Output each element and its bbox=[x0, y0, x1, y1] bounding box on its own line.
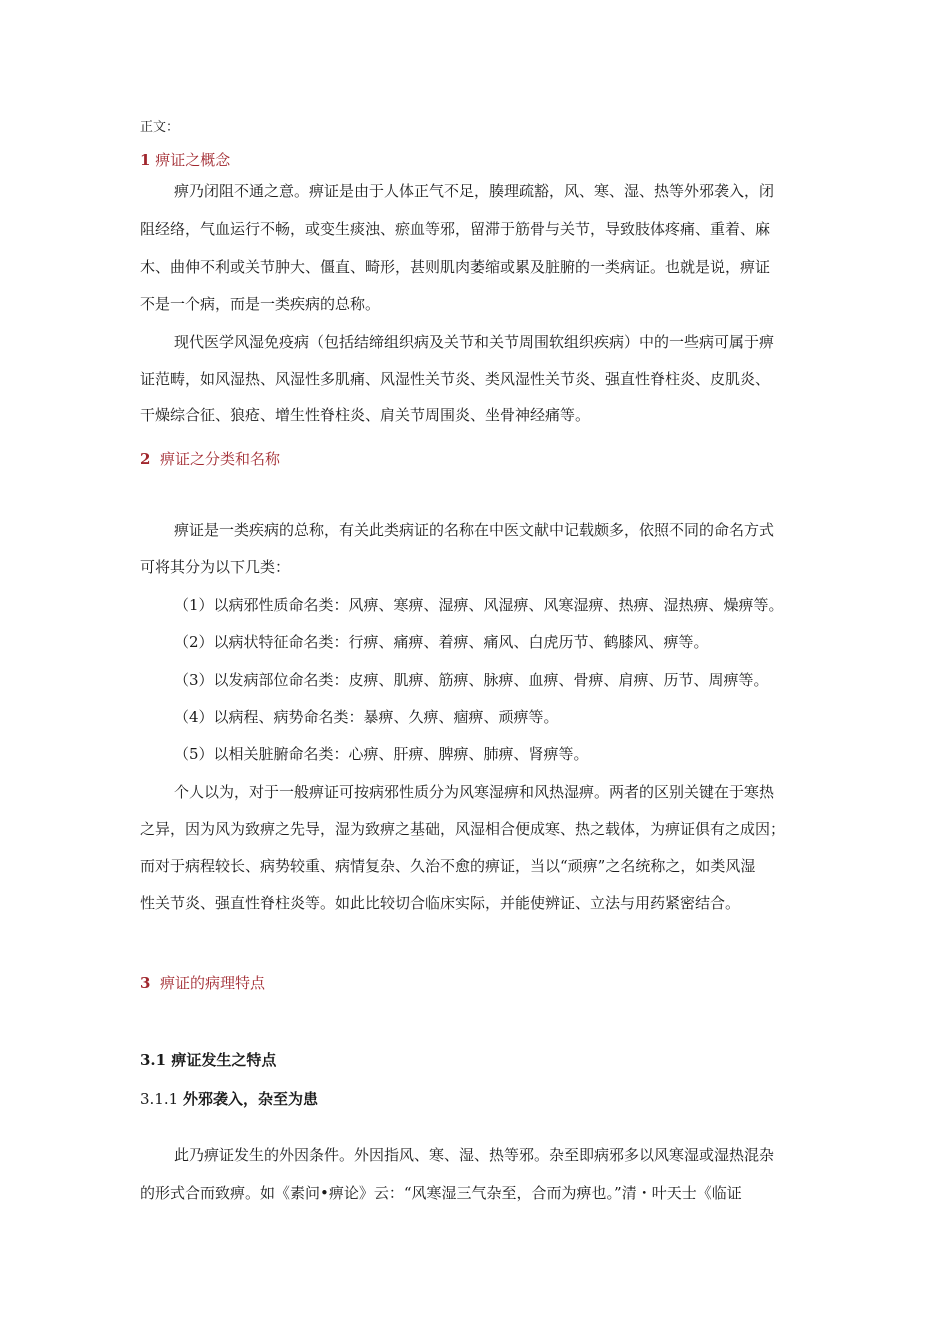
paragraph-line: 痹证是一类疾病的总称，有关此类病证的名称在中医文献中记载颇多，依照不同的命名方式 bbox=[174, 521, 775, 539]
subsection-number: 3.1 bbox=[140, 1051, 167, 1069]
subsection-title: 外邪袭入，杂至为患 bbox=[182, 1090, 318, 1108]
body-label: 正文： bbox=[140, 120, 180, 135]
paragraph-line: 性关节炎、强直性脊柱炎等。如此比较切合临床实际，并能使辨证、立法与用药紧密结合。 bbox=[140, 894, 741, 912]
paragraph-line: 干燥综合征、狼疮、增生性脊柱炎、肩关节周围炎、坐骨神经痛等。 bbox=[140, 406, 591, 424]
section-title: 痹证之概念 bbox=[155, 151, 231, 169]
section-title: 痹证的病理特点 bbox=[159, 974, 265, 992]
section-1-heading bbox=[140, 150, 820, 170]
paragraph-line: 证范畴，如风湿热、风湿性多肌痛、风湿性关节炎、类风湿性关节炎、强直性脊柱炎、皮肌炎、 bbox=[140, 370, 771, 388]
list-item: （3）以发病部位命名类：皮痹、肌痹、筋痹、脉痹、血痹、骨痹、肩痹、历节、周痹等。 bbox=[174, 671, 769, 689]
paragraph-line: 木、曲伸不利或关节肿大、僵直、畸形，甚则肌肉萎缩或累及脏腑的一类病证。也就是说，痹证 bbox=[140, 258, 771, 276]
section-number: 2 bbox=[140, 450, 151, 468]
list-item: （2）以病状特征命名类：行痹、痛痹、着痹、痛风、白虎历节、鹤膝风、痹等。 bbox=[174, 633, 709, 651]
paragraph-line: 现代医学风湿免疫病（包括结缔组织病及关节和关节周围软组织疾病）中的一些病可属于痹 bbox=[174, 333, 775, 351]
paragraph-line: 的形式合而致痹。如《素问•痹论》云：“风寒湿三气杂至，合而为痹也。”清・叶天士《临证 bbox=[140, 1184, 742, 1202]
section-title: 痹证之分类和名称 bbox=[159, 450, 280, 468]
paragraph-line: 此乃痹证发生的外因条件。外因指风、寒、湿、热等邪。杂至即病邪多以风寒湿或湿热混杂 bbox=[174, 1146, 775, 1164]
paragraph-line: 阻经络，气血运行不畅，或变生痰浊、瘀血等邪，留滞于筋骨与关节，导致肢体疼痛、重着、麻 bbox=[140, 220, 771, 238]
paragraph-line: 可将其分为以下几类： bbox=[140, 558, 291, 576]
subsection-3-1-heading bbox=[140, 1050, 820, 1070]
section-2-heading bbox=[140, 449, 820, 469]
list-item: （4）以病程、病势命名类：暴痹、久痹、痼痹、顽痹等。 bbox=[174, 708, 559, 726]
paragraph-line: 个人以为，对于一般痹证可按病邪性质分为风寒湿痹和风热湿痹。两者的区别关键在于寒热 bbox=[174, 783, 775, 801]
paragraph-line: 而对于病程较长、病势较重、病情复杂、久治不愈的痹证，当以“顽痹”之名统称之，如类风湿 bbox=[140, 857, 756, 875]
subsection-3-1-1-heading bbox=[140, 1089, 820, 1109]
section-3-heading bbox=[140, 973, 820, 993]
paragraph-line: 之异，因为风为致痹之先导，湿为致痹之基础，风湿相合便成寒、热之载体，为痹证俱有之成因； bbox=[140, 820, 786, 838]
paragraph-line: 痹乃闭阻不通之意。痹证是由于人体正气不足，腠理疏豁，风、寒、湿、热等外邪袭入，闭 bbox=[174, 182, 775, 200]
paragraph-line: 不是一个病，而是一类疾病的总称。 bbox=[140, 295, 381, 313]
list-item: （1）以病邪性质命名类：风痹、寒痹、湿痹、风湿痹、风寒湿痹、热痹、湿热痹、燥痹等。 bbox=[174, 596, 784, 614]
list-item: （5）以相关脏腑命名类：心痹、肝痹、脾痹、肺痹、肾痹等。 bbox=[174, 745, 589, 763]
subsection-number: 3.1.1 bbox=[140, 1090, 179, 1108]
subsection-title: 痹证发生之特点 bbox=[171, 1051, 277, 1069]
section-number: 3 bbox=[140, 974, 151, 992]
section-number: 1 bbox=[140, 151, 151, 169]
